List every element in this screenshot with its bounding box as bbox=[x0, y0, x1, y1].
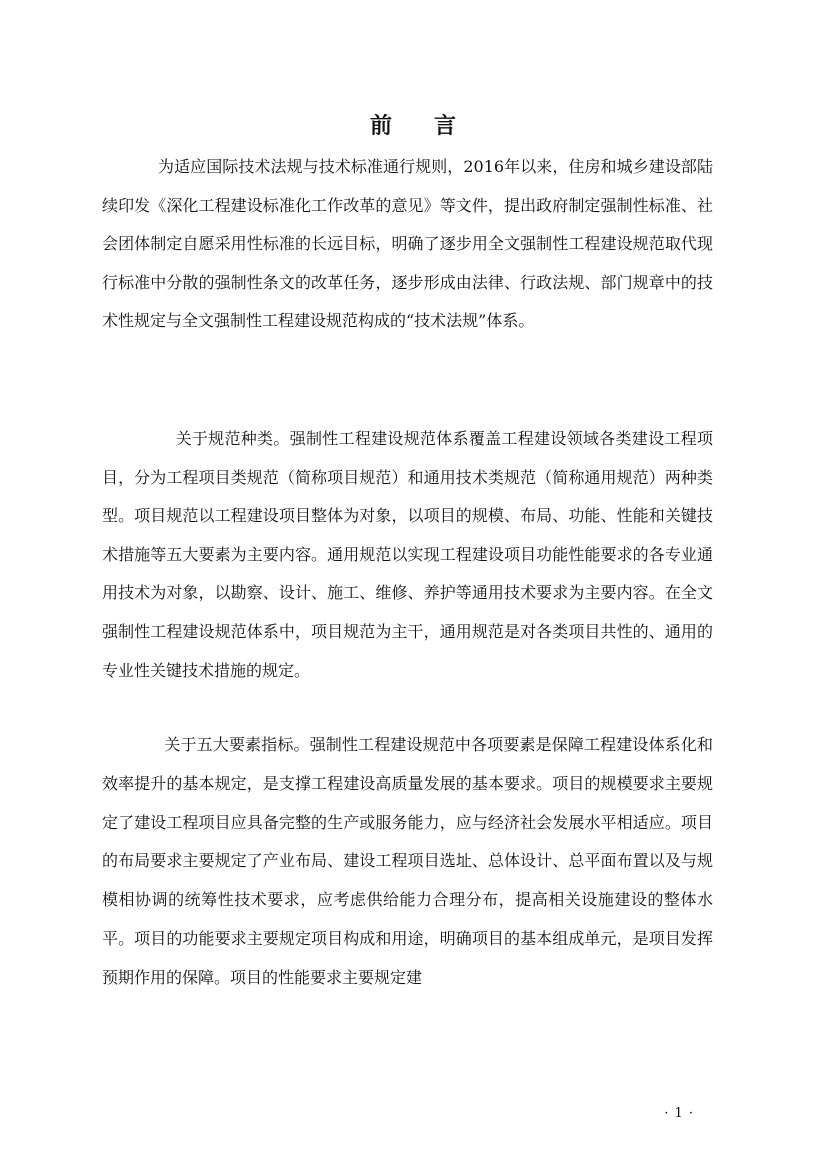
paragraph-spec-types: 关于规范种类。强制性工程建设规范体系覆盖工程建设领域各类建设工程项目，分为工程项目类规范（简称项目规范）和通用技术类规范（简称通用规范）两种类型。项目规范以工程建设项目整体为对象，以项目的规模、布局、功能、性能和关键技术措施等五大要素为主要内容。通用规范以实现工程建设项目功能性能要求的各专业通用技术为对象，以勘察、设计、施工、维修、养护等通用技术要求为主要内容。在全文强制性工程建设规范体系中，项目规范为主干，通用规范是对各类项目共性的、通用的专业性关键技术措施的规定。 bbox=[102, 429, 713, 680]
title-char-1: 前 bbox=[369, 113, 392, 139]
page-title bbox=[0, 106, 826, 146]
paragraph-five-elements: 关于五大要素指标。强制性工程建设规范中各项要素是保障工程建设体系化和效率提升的基本规定，是支撑工程建设高质量发展的基本要求。项目的规模要求主要规定了建设工程项目应具备完整的生产或服务能力，应与经济社会发展水平相适应。项目的布局要求主要规定了产业布局、建设工程项目选址、总体设计、总平面布置以及与规模相协调的统筹性技术要求，应考虑供给能力合理分布，提高相关设施建设的整体水平。项目的功能要求主要规定项目构成和用途，明确项目的基本组成单元，是项目发挥预期作用的保障。项目的性能要求主要规定建 bbox=[102, 735, 713, 987]
title-char-2: 言 bbox=[434, 113, 457, 139]
paragraph-intro: 为适应国际技术法规与技术标准通行规则，2016年以来，住房和城乡建设部陆续印发《深化工程建设标准化工作改革的意见》等文件，提出政府制定强制性标准、社会团体制定自愿采用性标准的长远目标，明确了逐步用全文强制性工程建设规范取代现行标准中分散的强制性条文的改革任务，逐步形成由法律、行政法规、部门规章中的技术性规定与全文强制性工程建设规范构成的“技术法规”体系。 bbox=[102, 157, 713, 331]
page-number: · 1 · bbox=[664, 1106, 694, 1121]
